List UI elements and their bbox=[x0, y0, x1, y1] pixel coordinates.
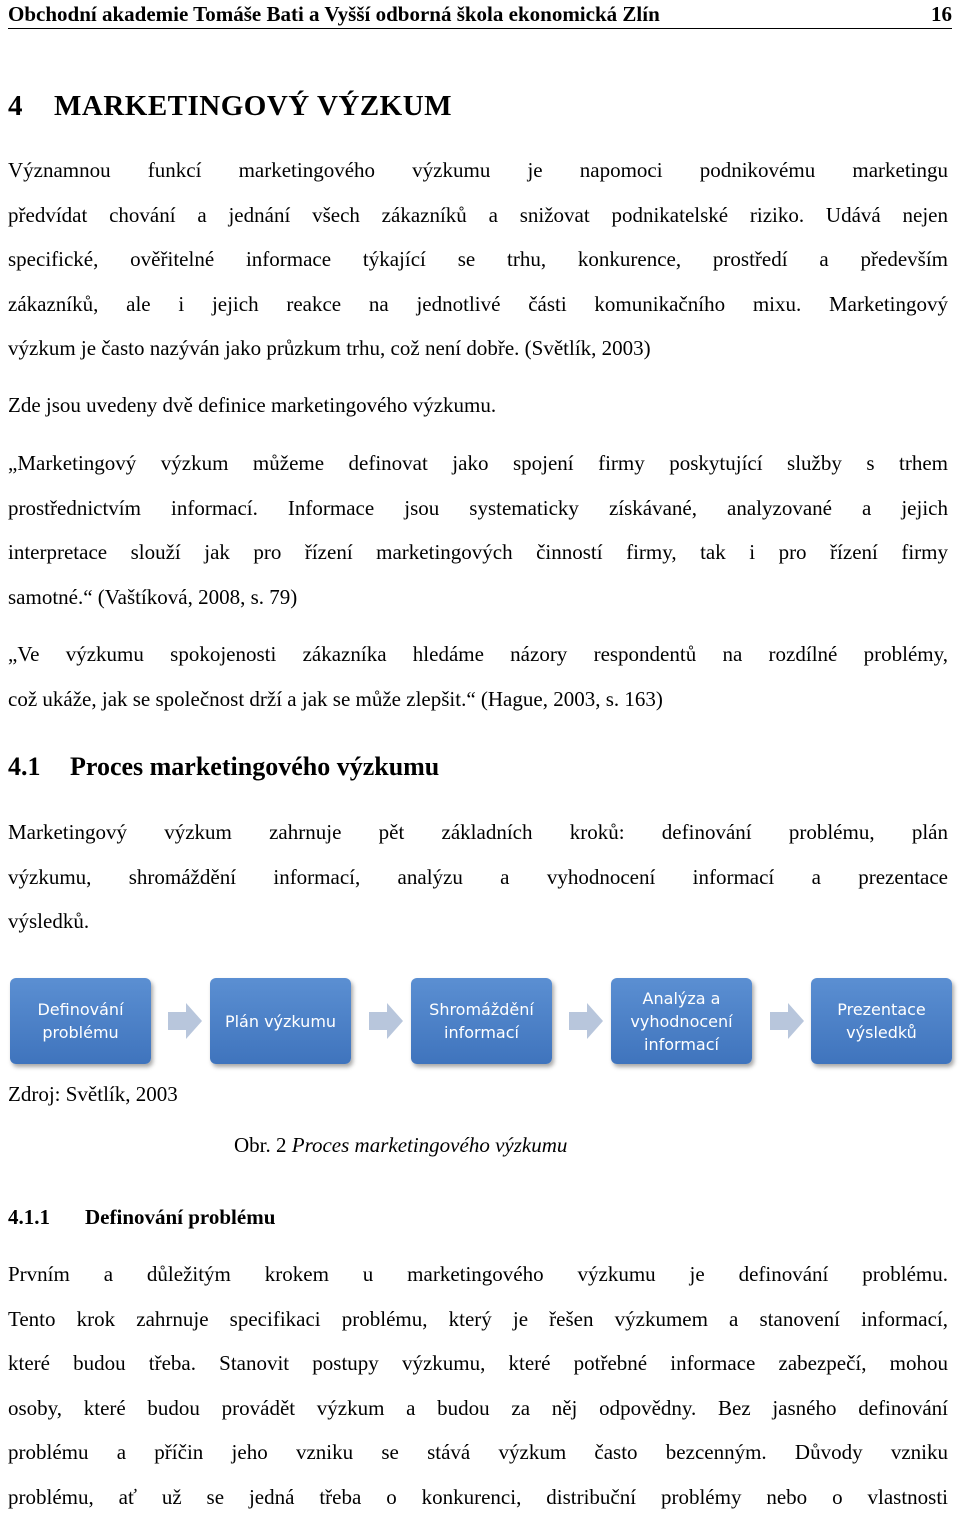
paragraph-definitions-intro bbox=[8, 383, 948, 428]
paragraph-define-problem bbox=[8, 1252, 948, 1519]
section-title: Proces marketingového výzkumu bbox=[70, 752, 439, 781]
text-line: osoby, které budou provádět výzkum a budou za něj odpovědny. Bez jasného definování bbox=[8, 1386, 948, 1431]
chapter-title: MARKETINGOVÝ VÝZKUM bbox=[54, 90, 452, 122]
subsection-heading bbox=[8, 1205, 275, 1230]
text-line: výzkum je často nazýván jako průzkum trhu, což není dobře. (Světlík, 2003) bbox=[8, 326, 948, 371]
right-arrow-icon bbox=[168, 1003, 202, 1039]
paragraph-steps bbox=[8, 810, 948, 944]
figure-source: Zdroj: Světlík, 2003 bbox=[8, 1082, 178, 1107]
right-arrow-icon bbox=[770, 1003, 804, 1039]
school-name: Obchodní akademie Tomáše Bati a Vyšší odborná škola ekonomická Zlín bbox=[8, 2, 660, 27]
caption-prefix: Obr. 2 bbox=[234, 1133, 287, 1157]
paragraph-quote-2 bbox=[8, 632, 948, 721]
process-step-analyze: Analýza a vyhodnocení informací bbox=[611, 978, 752, 1064]
text-line: Významnou funkcí marketingového výzkumu je napomoci podnikovému marketingu bbox=[8, 148, 948, 193]
text-line: prostřednictvím informací. Informace jsou systematicky získávané, analyzované a jejich bbox=[8, 486, 948, 531]
chapter-number: 4 bbox=[8, 90, 54, 123]
text-line: výsledků. bbox=[8, 899, 948, 944]
chapter-heading bbox=[8, 90, 452, 123]
text-line: samotné.“ (Vaštíková, 2008, s. 79) bbox=[8, 575, 948, 620]
paragraph-intro bbox=[8, 148, 948, 371]
process-step-plan: Plán výzkumu bbox=[210, 978, 351, 1064]
process-step-collect: Shromáždění informací bbox=[411, 978, 552, 1064]
text-line: Prvním a důležitým krokem u marketingového výzkumu je definování problému. bbox=[8, 1252, 948, 1297]
text-line: „Ve výzkumu spokojenosti zákazníka hledáme názory respondentů na rozdílné problémy, bbox=[8, 632, 948, 677]
text-line: problému, ať už se jedná třeba o konkurenci, distribuční problémy nebo o vlastnosti bbox=[8, 1475, 948, 1519]
paragraph-quote-1 bbox=[8, 441, 948, 619]
text-line: specifické, ověřitelné informace týkající se trhu, konkurence, prostředí a především bbox=[8, 237, 948, 282]
text-line: problému a příčin jeho vzniku se stává výzkum často bezcenným. Důvody vzniku bbox=[8, 1430, 948, 1475]
text-line: Marketingový výzkum zahrnuje pět základních kroků: definování problému, plán bbox=[8, 810, 948, 855]
caption-title: Proces marketingového výzkumu bbox=[292, 1133, 568, 1157]
right-arrow-icon bbox=[569, 1003, 603, 1039]
right-arrow-icon bbox=[369, 1003, 403, 1039]
page-number: 16 bbox=[931, 2, 952, 27]
process-diagram bbox=[8, 974, 958, 1070]
subsection-title: Definování problému bbox=[85, 1205, 275, 1229]
text-line: které budou třeba. Stanovit postupy výzkumu, které potřebné informace zabezpečí, mohou bbox=[8, 1341, 948, 1386]
page-header bbox=[8, 0, 952, 29]
section-number: 4.1 bbox=[8, 752, 70, 782]
section-heading bbox=[8, 752, 439, 782]
text-line: zákazníků, ale i jejich reakce na jednotlivé části komunikačního mixu. Marketingový bbox=[8, 282, 948, 327]
text-line: předvídat chování a jednání všech zákazníků a snižovat podnikatelské riziko. Udává nejen bbox=[8, 193, 948, 238]
figure-caption bbox=[234, 1133, 567, 1158]
subsection-number: 4.1.1 bbox=[8, 1205, 85, 1230]
text-line: výzkumu, shromáždění informací, analýzu a vyhodnocení informací a prezentace bbox=[8, 855, 948, 900]
text-line: Tento krok zahrnuje specifikaci problému, který je řešen výzkumem a stanovení informací, bbox=[8, 1297, 948, 1342]
text-line: což ukáže, jak se společnost drží a jak se může zlepšit.“ (Hague, 2003, s. 163) bbox=[8, 677, 948, 722]
text-line: interpretace slouží jak pro řízení marketingových činností firmy, tak i pro řízení firmy bbox=[8, 530, 948, 575]
process-step-present: Prezentace výsledků bbox=[811, 978, 952, 1064]
text-line: „Marketingový výzkum můžeme definovat jako spojení firmy poskytující služby s trhem bbox=[8, 441, 948, 486]
text-line: Zde jsou uvedeny dvě definice marketingového výzkumu. bbox=[8, 383, 948, 428]
process-step-define: Definování problému bbox=[10, 978, 151, 1064]
